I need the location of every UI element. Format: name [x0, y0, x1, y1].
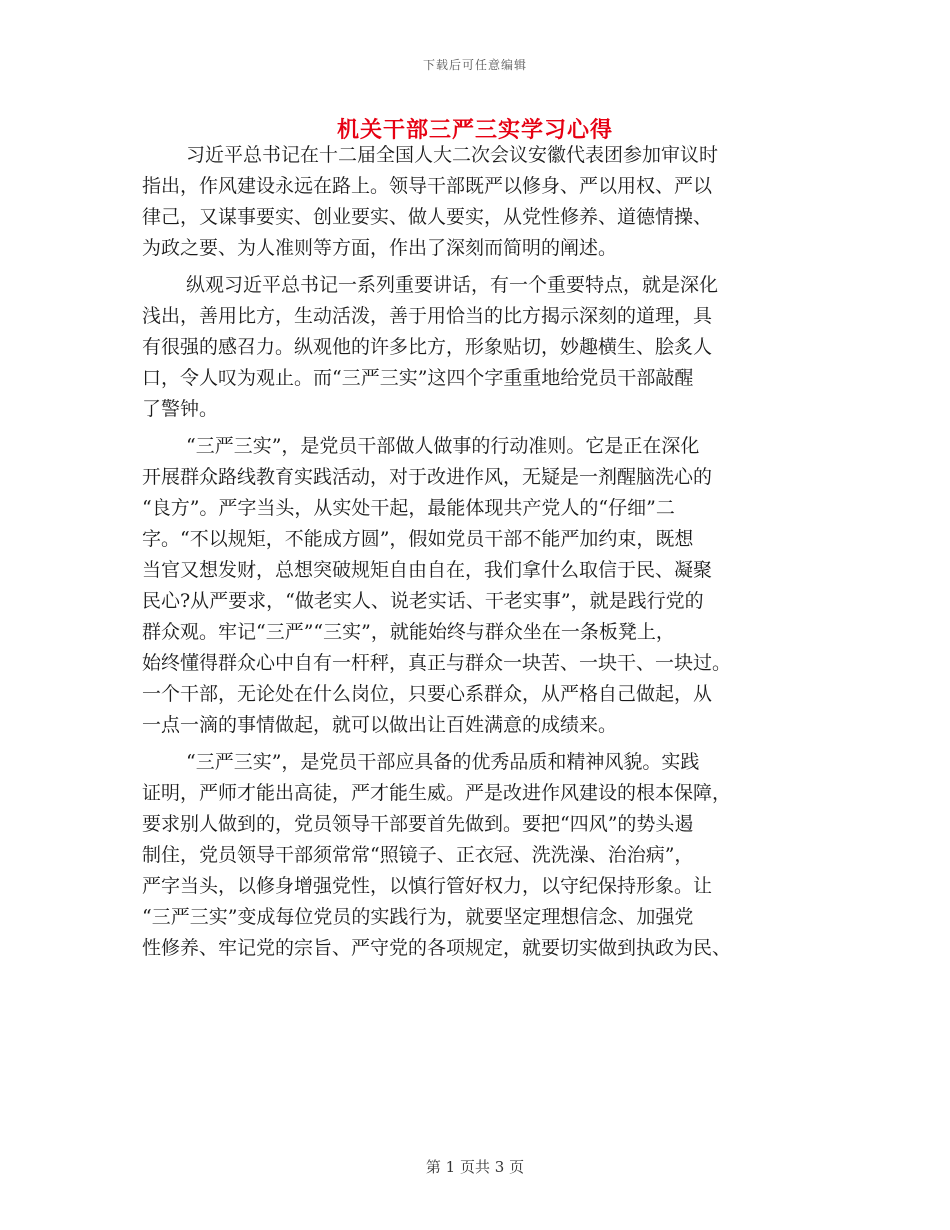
paragraph-4	[142, 747, 802, 964]
text-line: 习近平总书记在十二届全国人大二次会议安徽代表团参加审议时	[186, 144, 719, 166]
text-line: “三严三实”，是党员干部应具备的优秀品质和精神风貌。实践	[186, 751, 700, 773]
text-line: 浅出，善用比方，生动活泼，善于用恰当的比方揭示深刻的道理，具	[142, 305, 713, 327]
text-line: 要求别人做到的，党员领导干部要首先做到。要把“四风”的势头遏	[142, 813, 694, 835]
text-line: “三严三实”变成每位党员的实践行为，就要坚定理想信念、加强党	[142, 906, 694, 928]
text-line: 了警钟。	[142, 398, 219, 420]
text-line: 开展群众路线教育实践活动，对于改进作风，无疑是一剂醒脑洗心的	[142, 466, 713, 488]
text-line: 纵观习近平总书记一系列重要讲话，有一个重要特点，就是深化	[186, 274, 719, 296]
paragraph-1	[142, 140, 802, 264]
text-line: “三严三实”，是党员干部做人做事的行动准则。它是正在深化	[186, 435, 700, 457]
document-body	[142, 140, 802, 970]
text-line: 口，令人叹为观止。而“三严三实”这四个字重重地给党员干部敲醒	[142, 367, 694, 389]
text-line: “良方”。严字当头，从实处干起，最能体现共产党人的“仔细”二	[142, 497, 675, 519]
text-line: 制住，党员领导干部须常常“照镜子、正衣冠、洗洗澡、治治病”，	[142, 844, 694, 866]
text-line: 严字当头，以修身增强党性，以慎行管好权力，以守纪保持形象。让	[142, 875, 713, 897]
text-line: 字。“不以规矩，不能成方圆”，假如党员干部不能严加约束，既想	[142, 528, 694, 550]
text-line: 始终懂得群众心中自有一杆秤，真正与群众一块苦、一块干、一块过。	[142, 652, 732, 674]
text-line: 当官又想发财，总想突破规矩自由自在，我们拿什么取信于民、凝聚	[142, 559, 713, 581]
text-line: 一个干部，无论处在什么岗位，只要心系群众，从严格自己做起，从	[142, 683, 713, 705]
text-line: 民心?从严要求，“做老实人、说老实话、干老实事”，就是践行党的	[142, 590, 704, 612]
text-line: 律己，又谋事要实、创业要实、做人要实，从党性修养、道德情操、	[142, 206, 713, 228]
text-line: 指出，作风建设永远在路上。领导干部既严以修身、严以用权、严以	[142, 175, 713, 197]
text-line: 群众观。牢记“三严”“三实”，就能始终与群众坐在一条板凳上，	[142, 621, 675, 643]
page-header: 下载后可任意编辑	[422, 58, 527, 72]
text-line: 性修养、牢记党的宗旨、严守党的各项规定，就要切实做到执政为民、	[142, 937, 732, 959]
paragraph-2	[142, 270, 802, 425]
text-line: 证明，严师才能出高徒，严才能生威。严是改进作风建设的根本保障，	[142, 782, 732, 804]
text-line: 为政之要、为人准则等方面，作出了深刻而简明的阐述。	[142, 237, 618, 259]
paragraph-3	[142, 431, 802, 741]
page-footer: 第 1 页共 3 页	[425, 1158, 525, 1176]
text-line: 一点一滴的事情做起，就可以做出让百姓满意的成绩来。	[142, 714, 618, 736]
text-line: 有很强的感召力。纵观他的许多比方，形象贴切，妙趣横生、脍炙人	[142, 336, 713, 358]
document-title: 机关干部三严三实学习心得	[336, 117, 613, 143]
